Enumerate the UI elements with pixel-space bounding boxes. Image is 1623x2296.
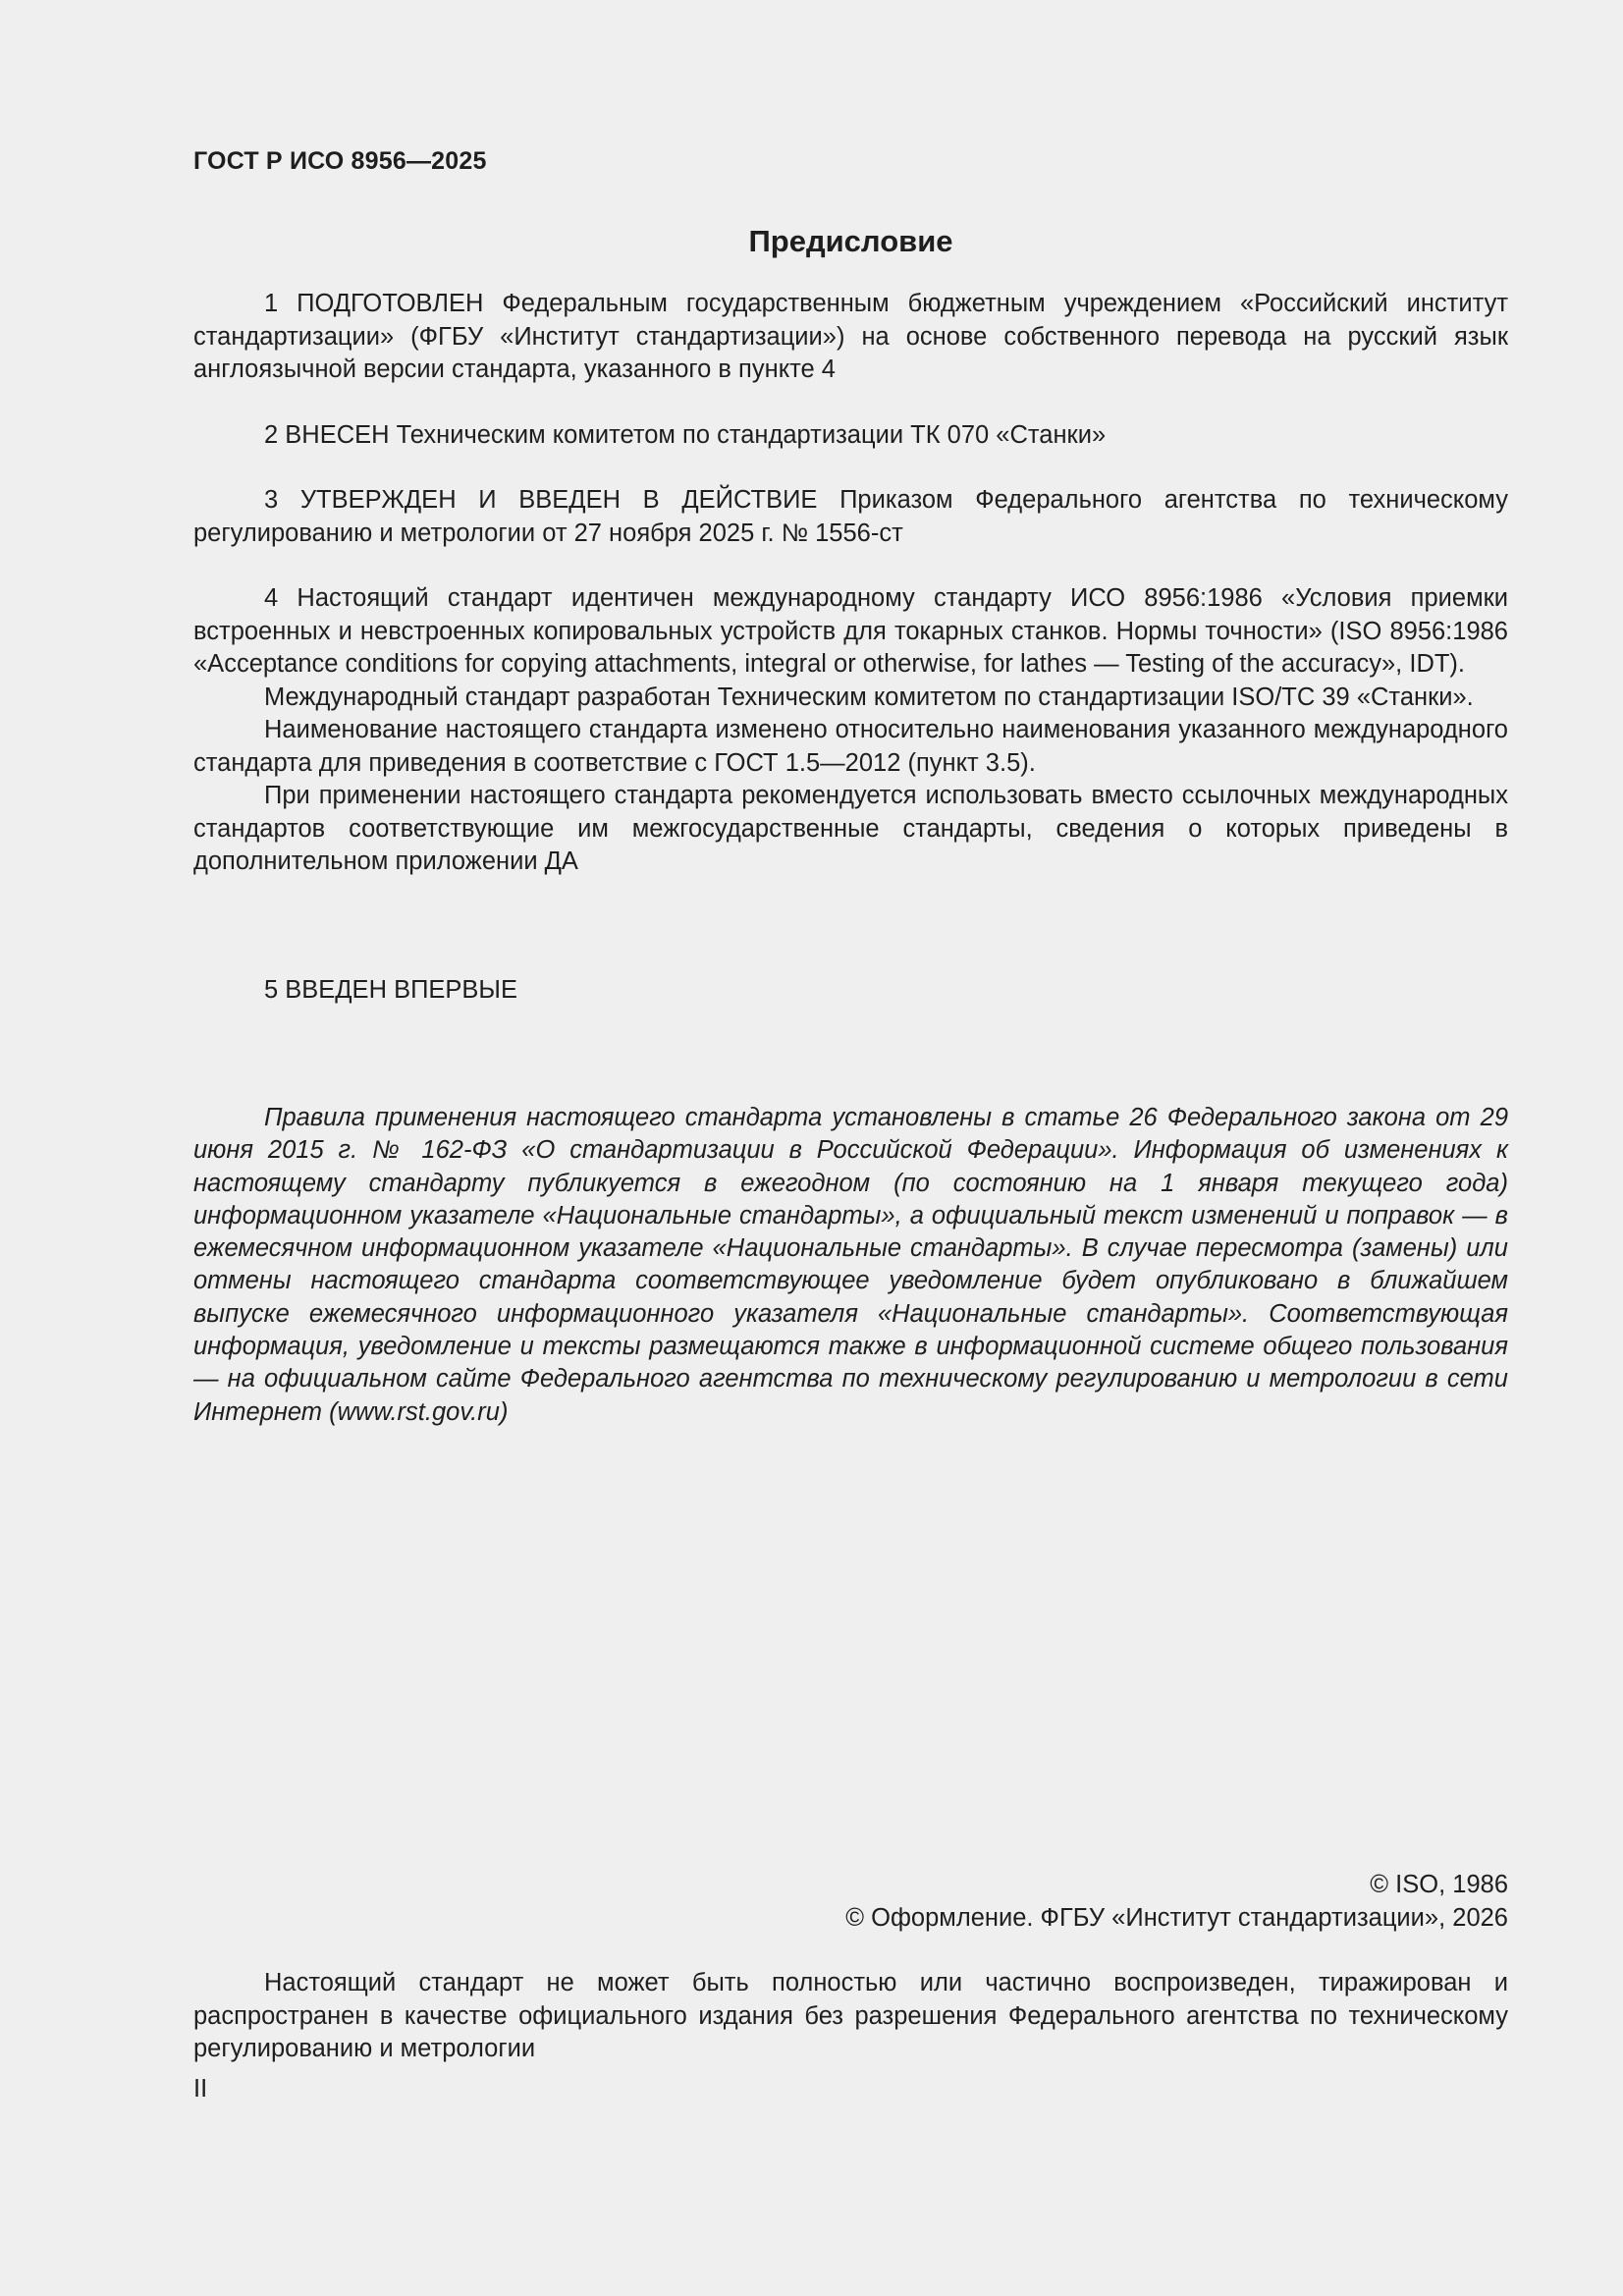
rules-notice-text: Правила применения настоящего стандарта установлены в статье 26 Федерального закона от 29 июня 2015 г. № 162-ФЗ «О стандартизации в Российской Федерации». Информация об изменениях к настоящему стандарту публикуется в ежегодном (по состоянию на 1 января текущего года) информационном указателе «Национальные стандарты», а официальный текст изменений и поправок — в ежемесячном информационном указателе «Национальные стандарты». В случае пересмотра (замены) или отмены настоящего стандарта соответствующее уведомление будет опубликовано в ближайшем выпуске ежемесячного информационного указателя «Национальные стандарты». Соответствующая информация, уведомление и тексты размещаются также в информационной системе общего пользования — на официальном сайте Федерального агентства по техническому регулированию и метрологии в сети Интернет (www.rst.gov.ru) [193, 1104, 1508, 1426]
foreword-item-2 [193, 419, 1508, 453]
foreword-paragraph: 4 Настоящий стандарт идентичен международному стандарту ИСО 8956:1986 «Условия приемки встроенных и невстроенных копировальных устройств для токарных станков. Нормы точности» (ISO 8956:1986 «Acceptance conditions for copying attachments, integral or otherwise, for lathes — Testing of the accuracy», IDT). [193, 584, 1508, 678]
page-number: II [193, 2075, 208, 2103]
foreword-item-4 [193, 582, 1508, 879]
foreword-paragraph: Наименование настоящего стандарта изменено относительно наименования указанного международного стандарта для приведения в соответствие с ГОСТ 1.5—2012 (пункт 3.5). [193, 716, 1508, 777]
copyright-design: © Оформление. ФГБУ «Институт стандартизации», 2026 [845, 1903, 1508, 1932]
foreword-item-1 [193, 288, 1508, 387]
foreword-paragraph: 1 ПОДГОТОВЛЕН Федеральным государственным бюджетным учреждением «Российский институт стандартизации» (ФГБУ «Институт стандартизации») на основе собственного перевода на русский язык англоязычной версии стандарта, указанного в пункте 4 [193, 290, 1508, 383]
foreword-item-3 [193, 484, 1508, 550]
rules-notice [193, 1102, 1508, 1429]
page-title: Предисловие [748, 224, 953, 258]
foreword-paragraph: Международный стандарт разработан Техническим комитетом по стандартизации ISO/TC 39 «Станки». [264, 683, 1474, 711]
copyright-block [193, 1869, 1508, 1935]
standard-code-header: ГОСТ Р ИСО 8956—2025 [193, 147, 487, 175]
foreword-paragraph: 2 ВНЕСЕН Техническим комитетом по стандартизации ТК 070 «Станки» [264, 421, 1107, 449]
foreword-paragraph: 5 ВВЕДЕН ВПЕРВЫЕ [264, 976, 518, 1004]
copyright-iso: © ISO, 1986 [1370, 1871, 1508, 1898]
reproduction-notice-text: Настоящий стандарт не может быть полностью или частично воспроизведен, тиражирован и распространен в качестве официального издания без разрешения Федерального агентства по техническому регулированию и метрологии [193, 1969, 1508, 2062]
reproduction-notice [193, 1967, 1508, 2066]
foreword-paragraph: 3 УТВЕРЖДЕН И ВВЕДЕН В ДЕЙСТВИЕ Приказом Федерального агентства по техническому регулированию и метрологии от 27 ноября 2025 г. № 1556-ст [193, 486, 1508, 547]
foreword-paragraph: При применении настоящего стандарта рекомендуется использовать вместо ссылочных международных стандартов соответствующие им межгосударственные стандарты, сведения о которых приведены в дополнительном приложении ДА [193, 782, 1508, 875]
foreword-item-5 [193, 974, 1508, 1008]
